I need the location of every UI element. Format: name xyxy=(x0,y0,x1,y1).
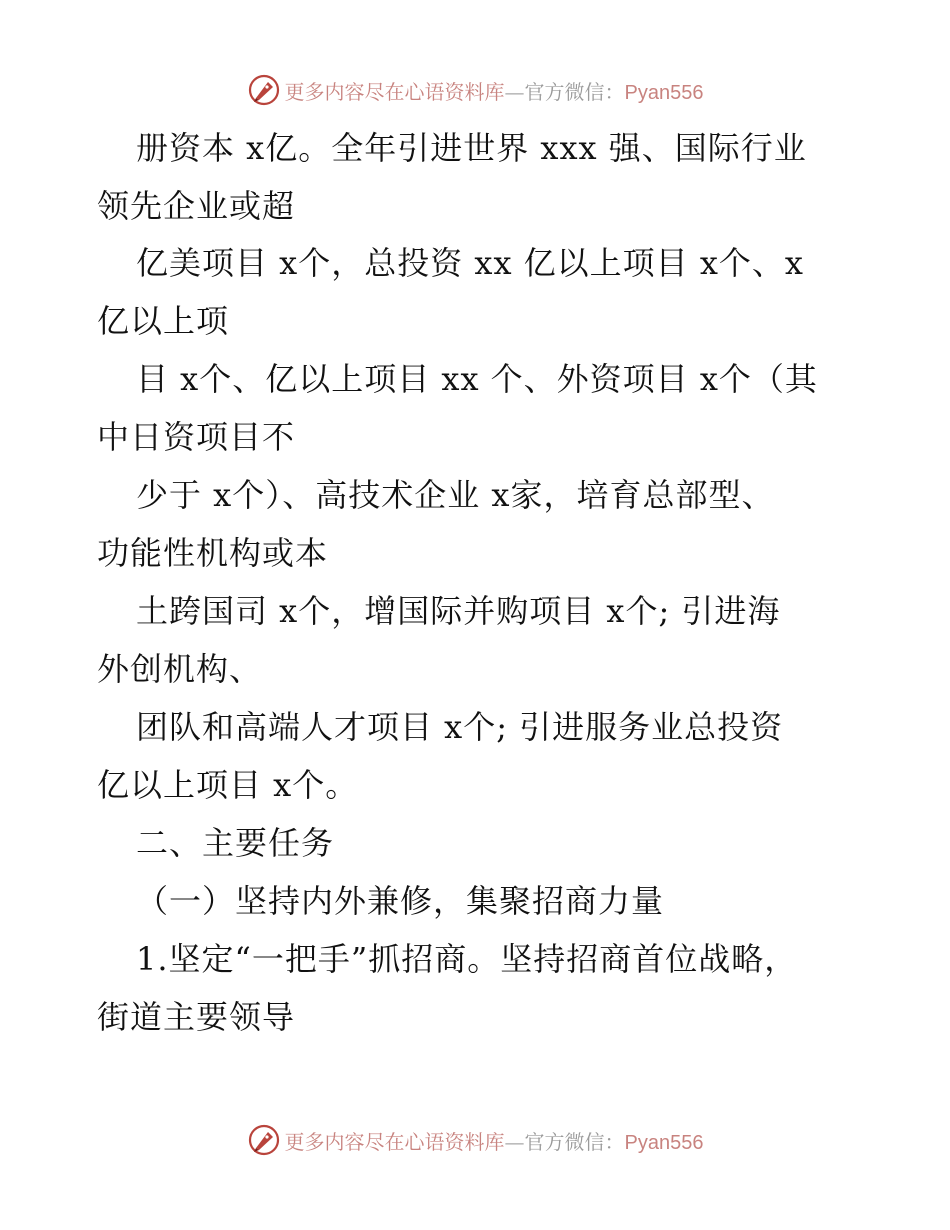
body-line: 目 x个、亿以上项目 xx 个、外资项目 x个（其 xyxy=(136,360,818,398)
body-line: 中日资项目不 xyxy=(97,418,296,456)
body-line: 少于 x个）、高技术企业 x家，培育总部型、 xyxy=(136,476,775,514)
body-line: 土跨国司 x个，增国际并购项目 x个; 引进海 xyxy=(136,592,781,630)
body-line: 街道主要领导 xyxy=(97,998,296,1036)
body-line: 亿以上项 xyxy=(97,302,230,340)
watermark-text: 更多内容尽在心语资料库—官方微信：Pyan556 xyxy=(284,1129,704,1154)
footer-watermark xyxy=(0,1122,950,1158)
body-line: 外创机构、 xyxy=(97,650,263,688)
body-line: 领先企业或超 xyxy=(97,187,296,225)
body-line: 亿以上项目 x个。 xyxy=(97,766,359,804)
section-heading: 二、主要任务 xyxy=(136,824,335,862)
body-line: 1.坚定“一把手”抓招商。坚持招商首位战略， xyxy=(136,940,798,978)
header-watermark xyxy=(0,72,950,108)
body-line: 团队和高端人才项目 x个; 引进服务业总投资 xyxy=(136,708,784,746)
body-line: 功能性机构或本 xyxy=(97,534,329,572)
pen-nib-logo-icon xyxy=(247,73,281,107)
body-line: 册资本 x亿。全年引进世界 xxx 强、国际行业 xyxy=(136,129,807,167)
subsection-heading: （一）坚持内外兼修，集聚招商力量 xyxy=(136,882,665,920)
body-line: 亿美项目 x个，总投资 xx 亿以上项目 x个、x xyxy=(136,244,804,282)
watermark-text: 更多内容尽在心语资料库—官方微信：Pyan556 xyxy=(284,79,704,104)
pen-nib-logo-icon xyxy=(247,1123,281,1157)
